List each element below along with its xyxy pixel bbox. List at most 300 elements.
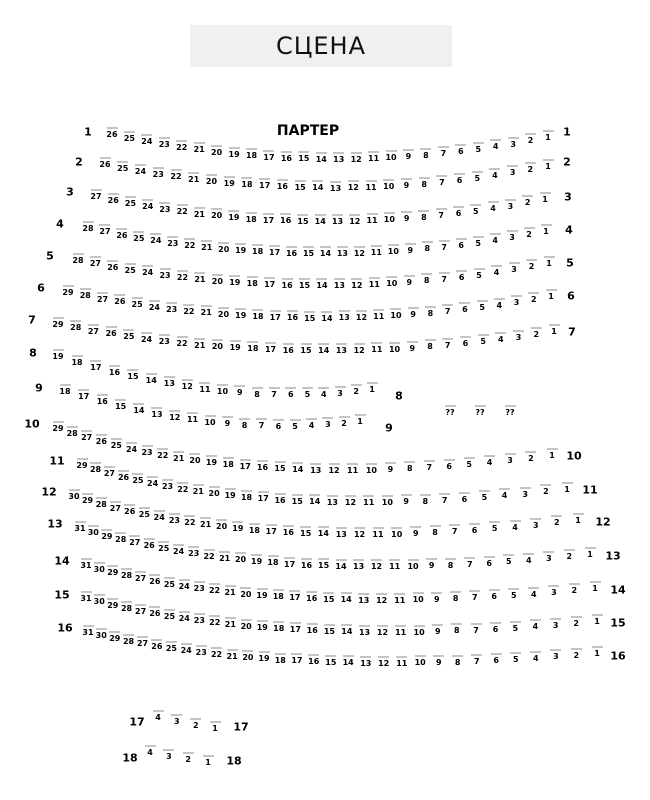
seat[interactable] — [266, 310, 284, 322]
seat[interactable] — [173, 270, 191, 282]
seat[interactable] — [294, 214, 312, 226]
seat[interactable] — [344, 180, 362, 192]
seat[interactable] — [243, 276, 261, 288]
seat[interactable] — [461, 557, 479, 569]
seat[interactable] — [249, 244, 267, 256]
seat[interactable] — [49, 349, 67, 361]
seat[interactable] — [262, 342, 280, 354]
seat[interactable] — [526, 619, 544, 631]
seat[interactable] — [279, 525, 297, 537]
seat[interactable] — [325, 463, 343, 475]
seat[interactable] — [362, 463, 380, 475]
seat[interactable] — [322, 655, 340, 667]
seat-unknown[interactable] — [501, 405, 519, 417]
seat[interactable] — [523, 259, 541, 271]
seat[interactable] — [121, 263, 139, 275]
seat[interactable] — [421, 339, 439, 351]
seat[interactable] — [447, 591, 465, 603]
seat[interactable] — [208, 274, 226, 286]
seat[interactable] — [49, 317, 67, 329]
seat[interactable] — [106, 365, 124, 377]
seat[interactable] — [266, 245, 284, 257]
seat[interactable] — [527, 327, 545, 339]
seat[interactable] — [173, 140, 191, 152]
seat[interactable] — [363, 382, 381, 394]
seat[interactable] — [190, 142, 208, 154]
seat[interactable] — [417, 148, 435, 160]
seat[interactable] — [338, 624, 356, 636]
seat[interactable] — [537, 224, 555, 236]
seat[interactable] — [415, 177, 433, 189]
seat[interactable] — [298, 387, 316, 399]
seat[interactable] — [363, 213, 381, 225]
seat[interactable] — [337, 592, 355, 604]
seat[interactable] — [132, 164, 150, 176]
seat[interactable] — [411, 655, 429, 667]
seat[interactable] — [185, 172, 203, 184]
seat[interactable] — [398, 211, 416, 223]
seat[interactable] — [208, 339, 226, 351]
seat[interactable] — [486, 233, 504, 245]
seat-unknown[interactable] — [441, 405, 459, 417]
seat[interactable] — [320, 592, 338, 604]
seat[interactable] — [588, 614, 606, 626]
seat[interactable] — [291, 180, 309, 192]
seat[interactable] — [341, 495, 359, 507]
seat[interactable] — [138, 134, 156, 146]
seat[interactable] — [350, 343, 368, 355]
seat[interactable] — [521, 162, 539, 174]
seat[interactable] — [539, 159, 557, 171]
seat[interactable] — [306, 494, 324, 506]
seat[interactable] — [312, 152, 330, 164]
seat[interactable] — [311, 214, 329, 226]
seat[interactable] — [527, 651, 545, 663]
seat[interactable] — [540, 256, 558, 268]
seat[interactable] — [333, 246, 351, 258]
seat[interactable] — [355, 593, 373, 605]
seat[interactable] — [357, 656, 375, 668]
seat[interactable] — [404, 559, 422, 571]
seat[interactable] — [421, 306, 439, 318]
seat[interactable] — [196, 382, 214, 394]
seat[interactable] — [330, 152, 348, 164]
seat[interactable] — [567, 616, 585, 628]
seat[interactable] — [468, 171, 486, 183]
seat[interactable] — [214, 384, 232, 396]
seat[interactable] — [271, 493, 289, 505]
seat[interactable] — [440, 459, 458, 471]
seat[interactable] — [350, 246, 368, 258]
seat[interactable] — [539, 130, 557, 142]
seat[interactable] — [404, 307, 422, 319]
seat[interactable] — [173, 204, 191, 216]
seat[interactable] — [525, 292, 543, 304]
seat[interactable] — [323, 495, 341, 507]
seat[interactable] — [360, 495, 378, 507]
seat[interactable] — [303, 623, 321, 635]
seat[interactable] — [418, 273, 436, 285]
seat[interactable] — [114, 161, 132, 173]
seat[interactable] — [426, 525, 444, 537]
seat[interactable] — [264, 555, 282, 567]
seat[interactable] — [470, 268, 488, 280]
seat[interactable] — [76, 288, 94, 300]
seat[interactable] — [504, 137, 522, 149]
seat[interactable] — [130, 231, 148, 243]
seat[interactable] — [142, 373, 160, 385]
seat[interactable] — [400, 275, 418, 287]
seat[interactable] — [220, 176, 238, 188]
seat[interactable] — [439, 338, 457, 350]
seat[interactable] — [451, 173, 469, 185]
seat[interactable] — [351, 414, 369, 426]
seat[interactable] — [488, 265, 506, 277]
seat[interactable] — [448, 623, 466, 635]
seat[interactable] — [307, 463, 325, 475]
seat[interactable] — [286, 590, 304, 602]
seat[interactable] — [506, 520, 524, 532]
seat[interactable] — [346, 214, 364, 226]
seat[interactable] — [487, 653, 505, 665]
seat[interactable] — [469, 142, 487, 154]
seat[interactable] — [380, 212, 398, 224]
seat[interactable] — [320, 624, 338, 636]
seat[interactable] — [416, 494, 434, 506]
seat[interactable] — [501, 199, 519, 211]
seat[interactable] — [96, 224, 114, 236]
seat[interactable] — [365, 151, 383, 163]
seat[interactable] — [191, 338, 209, 350]
seat[interactable] — [295, 151, 313, 163]
seat[interactable] — [460, 457, 478, 469]
seat[interactable] — [586, 581, 604, 593]
seat[interactable] — [423, 558, 441, 570]
seat[interactable] — [365, 277, 383, 289]
seat[interactable] — [155, 334, 173, 346]
seat[interactable] — [434, 146, 452, 158]
seat[interactable] — [238, 177, 256, 189]
seat[interactable] — [215, 242, 233, 254]
seat[interactable] — [104, 260, 122, 272]
seat[interactable] — [386, 342, 404, 354]
seat[interactable] — [296, 278, 314, 290]
seat[interactable] — [401, 243, 419, 255]
seat[interactable] — [288, 494, 306, 506]
seat[interactable] — [265, 387, 283, 399]
seat[interactable] — [370, 309, 388, 321]
seat[interactable] — [503, 230, 521, 242]
seat[interactable] — [381, 462, 399, 474]
seat[interactable] — [368, 342, 386, 354]
seat[interactable] — [429, 624, 447, 636]
seat[interactable] — [187, 718, 205, 730]
seat[interactable] — [327, 181, 345, 193]
seat[interactable] — [387, 308, 405, 320]
seat[interactable] — [120, 329, 138, 341]
seat[interactable] — [432, 208, 450, 220]
seat-unknown[interactable] — [471, 405, 489, 417]
seat[interactable] — [332, 559, 350, 571]
seat[interactable] — [348, 278, 366, 290]
seat[interactable] — [238, 490, 256, 502]
seat[interactable] — [277, 213, 295, 225]
seat[interactable] — [380, 179, 398, 191]
seat[interactable] — [383, 276, 401, 288]
seat[interactable] — [270, 621, 288, 633]
seat[interactable] — [260, 150, 278, 162]
seat[interactable] — [300, 246, 318, 258]
seat[interactable] — [245, 523, 263, 535]
seat[interactable] — [256, 178, 274, 190]
seat[interactable] — [362, 180, 380, 192]
seat[interactable] — [435, 240, 453, 252]
seat[interactable] — [179, 752, 197, 764]
seat[interactable] — [543, 448, 561, 460]
seat[interactable] — [297, 526, 315, 538]
seat[interactable] — [277, 151, 295, 163]
seat[interactable] — [191, 272, 209, 284]
seat[interactable] — [197, 305, 215, 317]
seat[interactable] — [428, 592, 446, 604]
seat[interactable] — [339, 655, 357, 667]
seat[interactable] — [449, 655, 467, 667]
seat[interactable] — [271, 461, 289, 473]
seat[interactable] — [94, 292, 112, 304]
seat[interactable] — [505, 588, 523, 600]
seat[interactable] — [420, 460, 438, 472]
seat[interactable] — [347, 152, 365, 164]
seat[interactable] — [391, 593, 409, 605]
seat[interactable] — [68, 355, 86, 367]
seat[interactable] — [473, 300, 491, 312]
seat[interactable] — [56, 384, 74, 396]
seat[interactable] — [314, 526, 332, 538]
seat[interactable] — [399, 149, 417, 161]
seat[interactable] — [269, 589, 287, 601]
seat[interactable] — [430, 655, 448, 667]
seat[interactable] — [253, 620, 271, 632]
seat[interactable] — [501, 453, 519, 465]
seat[interactable] — [508, 295, 526, 307]
seat[interactable] — [249, 309, 267, 321]
seat[interactable] — [548, 515, 566, 527]
seat[interactable] — [373, 625, 391, 637]
seat[interactable] — [315, 343, 333, 355]
seat[interactable] — [208, 145, 226, 157]
seat[interactable] — [96, 157, 114, 169]
seat[interactable] — [485, 589, 503, 601]
seat[interactable] — [393, 656, 411, 668]
seat[interactable] — [104, 193, 122, 205]
seat[interactable] — [279, 343, 297, 355]
seat[interactable] — [540, 551, 558, 563]
seat[interactable] — [332, 527, 350, 539]
seat[interactable] — [298, 558, 316, 570]
seat[interactable] — [203, 174, 221, 186]
seat[interactable] — [226, 275, 244, 287]
seat[interactable] — [255, 651, 273, 663]
seat[interactable] — [403, 341, 421, 353]
seat[interactable] — [226, 340, 244, 352]
seat[interactable] — [166, 410, 184, 422]
seat[interactable] — [558, 482, 576, 494]
seat[interactable] — [309, 180, 327, 192]
seat[interactable] — [168, 714, 186, 726]
seat[interactable] — [481, 455, 499, 467]
seat[interactable] — [367, 245, 385, 257]
seat[interactable] — [305, 654, 323, 666]
seat[interactable] — [130, 403, 148, 415]
seat[interactable] — [242, 212, 260, 224]
seat[interactable] — [369, 527, 387, 539]
seat[interactable] — [469, 236, 487, 248]
seat[interactable] — [236, 459, 254, 471]
seat[interactable] — [289, 462, 307, 474]
seat[interactable] — [286, 419, 304, 431]
seat[interactable] — [373, 593, 391, 605]
seat[interactable] — [102, 326, 120, 338]
seat[interactable] — [147, 233, 165, 245]
seat[interactable] — [581, 547, 599, 559]
seat[interactable] — [254, 491, 272, 503]
seat[interactable] — [409, 592, 427, 604]
seat[interactable] — [155, 137, 173, 149]
seat[interactable] — [492, 332, 510, 344]
seat[interactable] — [178, 379, 196, 391]
seat[interactable] — [378, 495, 396, 507]
seat[interactable] — [468, 654, 486, 666]
seat[interactable] — [301, 311, 319, 323]
seat[interactable] — [388, 527, 406, 539]
seat[interactable] — [392, 625, 410, 637]
seat[interactable] — [433, 175, 451, 187]
seat[interactable] — [446, 524, 464, 536]
seat[interactable] — [271, 653, 289, 665]
seat[interactable] — [542, 289, 560, 301]
seat[interactable] — [536, 192, 554, 204]
seat[interactable] — [138, 332, 156, 344]
seat[interactable] — [93, 394, 111, 406]
seat[interactable] — [184, 412, 202, 424]
seat[interactable] — [201, 415, 219, 427]
seat[interactable] — [160, 749, 178, 761]
seat[interactable] — [288, 653, 306, 665]
seat[interactable] — [487, 622, 505, 634]
seat[interactable] — [522, 451, 540, 463]
seat[interactable] — [318, 311, 336, 323]
seat[interactable] — [332, 343, 350, 355]
seat[interactable] — [496, 488, 514, 500]
seat[interactable] — [286, 622, 304, 634]
seat[interactable] — [283, 310, 301, 322]
seat[interactable] — [567, 648, 585, 660]
seat[interactable] — [120, 131, 138, 143]
seat[interactable] — [253, 418, 271, 430]
seat[interactable] — [588, 646, 606, 658]
seat[interactable] — [316, 246, 334, 258]
seat[interactable] — [356, 625, 374, 637]
seat[interactable] — [253, 460, 271, 472]
seat[interactable] — [401, 461, 419, 473]
seat[interactable] — [262, 524, 280, 536]
seat[interactable] — [368, 559, 386, 571]
seat[interactable] — [180, 304, 198, 316]
seat[interactable] — [456, 336, 474, 348]
seat[interactable] — [84, 324, 102, 336]
seat[interactable] — [103, 127, 121, 139]
seat[interactable] — [474, 334, 492, 346]
seat[interactable] — [186, 453, 204, 465]
seat[interactable] — [278, 278, 296, 290]
seat[interactable] — [522, 133, 540, 145]
seat[interactable] — [467, 204, 485, 216]
seat[interactable] — [565, 583, 583, 595]
seat[interactable] — [335, 310, 353, 322]
seat[interactable] — [156, 202, 174, 214]
seat[interactable] — [350, 559, 368, 571]
seat[interactable] — [128, 297, 146, 309]
seat[interactable] — [453, 270, 471, 282]
seat[interactable] — [436, 493, 454, 505]
seat[interactable] — [456, 302, 474, 314]
seat[interactable] — [504, 165, 522, 177]
seat[interactable] — [202, 455, 220, 467]
seat[interactable] — [415, 210, 433, 222]
seat[interactable] — [507, 652, 525, 664]
seat[interactable] — [527, 518, 545, 530]
seat[interactable] — [442, 558, 460, 570]
seat[interactable] — [269, 419, 287, 431]
seat[interactable] — [164, 236, 182, 248]
seat[interactable] — [248, 387, 266, 399]
seat[interactable] — [375, 656, 393, 668]
seat[interactable] — [486, 168, 504, 180]
seat[interactable] — [313, 278, 331, 290]
seat[interactable] — [243, 148, 261, 160]
seat[interactable] — [329, 214, 347, 226]
seat[interactable] — [231, 385, 249, 397]
seat[interactable] — [75, 389, 93, 401]
seat[interactable] — [466, 523, 484, 535]
seat[interactable] — [149, 710, 167, 722]
seat[interactable] — [418, 241, 436, 253]
seat[interactable] — [545, 585, 563, 597]
seat[interactable] — [190, 207, 208, 219]
seat[interactable] — [282, 387, 300, 399]
seat[interactable] — [547, 618, 565, 630]
seat[interactable] — [259, 213, 277, 225]
seat[interactable] — [330, 278, 348, 290]
seat[interactable] — [435, 272, 453, 284]
seat[interactable] — [506, 621, 524, 633]
seat[interactable] — [487, 139, 505, 151]
seat[interactable] — [407, 526, 425, 538]
seat[interactable] — [206, 721, 224, 733]
seat[interactable] — [221, 488, 239, 500]
seat[interactable] — [452, 238, 470, 250]
seat[interactable] — [111, 294, 129, 306]
seat[interactable] — [160, 376, 178, 388]
seat[interactable] — [232, 308, 250, 320]
seat[interactable] — [500, 554, 518, 566]
seat[interactable] — [297, 343, 315, 355]
seat[interactable] — [79, 221, 97, 233]
seat[interactable] — [449, 206, 467, 218]
seat[interactable] — [139, 265, 157, 277]
seat[interactable] — [480, 556, 498, 568]
seat[interactable] — [382, 150, 400, 162]
